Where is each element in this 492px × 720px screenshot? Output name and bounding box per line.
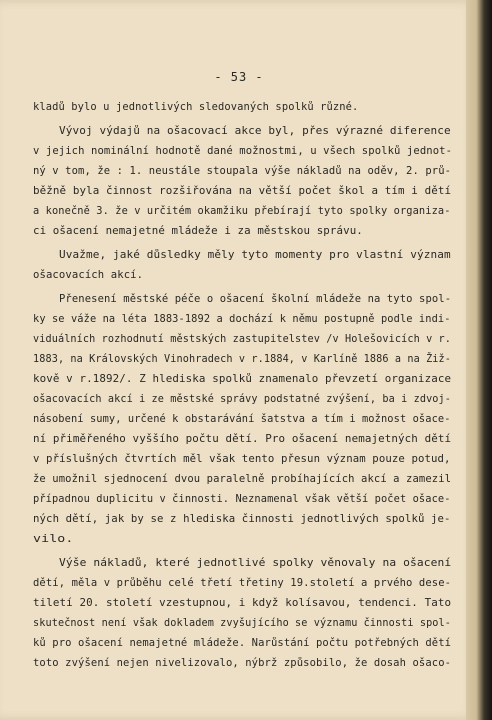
- text-line: v jejich nominální hodnotě dané možnostmi, u všech spolků jednot-: [33, 145, 453, 157]
- text-line: vilo.: [33, 533, 74, 545]
- text-line: ných dětí, jak by se z hlediska činnosti jednotlivých spolků je-: [33, 513, 451, 525]
- page-number: - 53 -: [214, 70, 264, 84]
- text-line: ků pro ošacení nemajetné mládeže. Narůstání počtu potřebných dětí: [33, 637, 452, 649]
- text-line: že umožnil sjednocení dvou paralelně probíhajících akcí a zamezil: [33, 473, 452, 485]
- text-line: ní přiměřeného vyššího počtu dětí. Pro ošacení nemajetných dětí: [33, 433, 452, 445]
- text-line: v příslušných čtvrtích měl však tento přesun význam pouze potud,: [33, 453, 451, 465]
- text-line: případnou duplicitu v činnosti. Neznamenal však větší počet ošace-: [33, 493, 451, 505]
- text-line: tiletí 20. století vzestupnou, i když kolísavou, tendenci. Tato: [33, 597, 452, 609]
- text-line: ošacovacích akcí.: [33, 269, 144, 281]
- text-line: a konečně 3. že v určitém okamžiku přebírají tyto spolky organiza-: [33, 205, 451, 217]
- text-line: kově v r.1892/. Z hlediska spolků znamenalo převzetí organizace: [33, 373, 452, 385]
- text-line: násobení sumy, určené k obstarávání šatstva a tím i možnost ošace-: [33, 413, 451, 425]
- text-line: ný v tom, že : 1. neustále stoupala výše nákladů na oděv, 2. prů-: [33, 165, 452, 177]
- text-line: viduálních rozhodnutí městských zastupitelstev /v Holešovicích v r.: [33, 333, 452, 345]
- text-line: Výše nákladů, které jednotlivé spolky věnovaly na ošacení: [59, 557, 452, 569]
- text-line: Vývoj výdajů na ošacovací akce byl, přes výrazné diference: [59, 125, 451, 137]
- text-line: toto zvýšení nejen nivelizovalo, nýbrž způsobilo, že dosah ošaco-: [33, 657, 452, 669]
- page-edge: [466, 0, 492, 720]
- text-line: ošacovacích akcí i ze městské správy podstatné zvýšení, ba i zdvoj-: [33, 393, 452, 405]
- text-line: skutečnost není však dokladem zvyšujícího se významu činnosti spol-: [33, 617, 452, 629]
- text-line: běžně byla činnost rozšiřována na větší počet škol a tím i dětí: [33, 185, 452, 197]
- text-line: dětí, měla v průběhu celé třetí třetiny 19.století a prvého dese-: [33, 577, 452, 589]
- text-line: kladů bylo u jednotlivých sledovaných spolků různé.: [33, 101, 359, 113]
- text-line: Uvažme, jaké důsledky měly tyto momenty pro vlastní význam: [59, 249, 451, 261]
- text-line: 1883, na Královských Vinohradech v r.1884, v Karlíně 1886 a na Žiž-: [33, 353, 452, 365]
- text-line: ky se váže na léta 1883-1892 a dochází k němu postupně podle indi-: [33, 313, 451, 325]
- text-line: ci ošacení nemajetné mládeže i za městskou správu.: [33, 225, 363, 237]
- text-line: Přenesení městské péče o ošacení školní mládeže na tyto spol-: [59, 293, 452, 305]
